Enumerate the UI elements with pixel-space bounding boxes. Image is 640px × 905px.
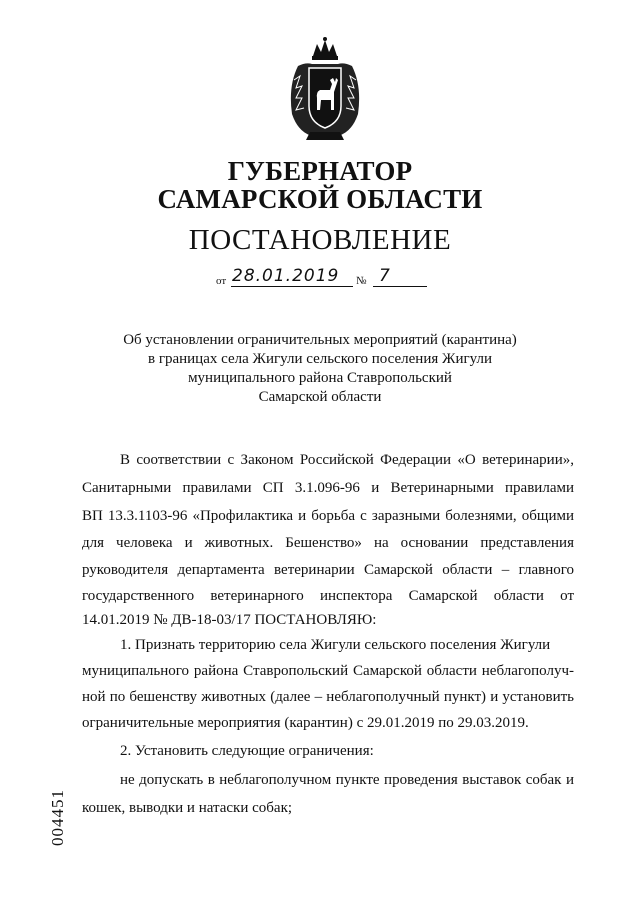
subject-line: муниципального района Ставропольский — [188, 370, 452, 386]
date-from-label: от — [216, 275, 227, 287]
subject-line: Об установлении ограничительных мероприятий (карантина) — [123, 332, 517, 348]
body-line: ограничительные мероприятия (карантин) с 29.01.2019 по 29.03.2019. — [82, 715, 529, 731]
handwritten-number: 7 — [379, 266, 391, 286]
date-underline — [231, 286, 353, 287]
issuer-title-line-1: ГУБЕРНАТОР — [227, 156, 413, 186]
document-type: ПОСТАНОВЛЕНИЕ — [188, 224, 452, 256]
coat-of-arms-emblem — [286, 36, 364, 144]
body-line: муниципального района Ставропольский Самарской области неблагополуч- — [82, 663, 574, 679]
body-line: государственного ветеринарного инспектора Самарской области от — [82, 588, 574, 604]
serial-number: 004451 — [48, 789, 67, 846]
body-line: ВП 13.3.1103-96 «Профилактика и борьба с заразными болезнями, общими — [82, 508, 574, 524]
date-number-row — [216, 266, 456, 292]
number-label: № — [356, 275, 367, 287]
body-line: не допускать в неблагополучном пункте проведения выставок собак и — [120, 772, 574, 788]
subject-line: Самарской области — [258, 389, 382, 405]
body-line: для человека и животных. Бешенство» на основании представления — [82, 535, 574, 551]
body-line: руководителя департамента ветеринарии Самарской области – главного — [82, 562, 574, 578]
body-line: Санитарными правилами СП 3.1.096-96 и Ветеринарными правилами — [82, 480, 574, 496]
body-line: В соответствии с Законом Российской Федерации «О ветеринарии», — [120, 452, 574, 468]
body-line: 1. Признать территорию села Жигули сельского поселения Жигули — [120, 637, 551, 653]
document-subject — [0, 331, 640, 407]
handwritten-date: 28.01.2019 — [232, 266, 340, 286]
body-line: кошек, выводки и натаски собак; — [82, 800, 293, 816]
body-line: 14.01.2019 № ДВ-18-03/17 ПОСТАНОВЛЯЮ: — [82, 612, 377, 628]
body-line: 2. Установить следующие ограничения: — [120, 743, 374, 759]
body-line: ной по бешенству животных (далее – неблагополучный пункт) и установить — [82, 689, 574, 705]
subject-line: в границах села Жигули сельского поселения Жигули — [147, 351, 492, 367]
issuer-title-line-2: САМАРСКОЙ ОБЛАСТИ — [157, 184, 483, 214]
number-underline — [373, 286, 427, 287]
